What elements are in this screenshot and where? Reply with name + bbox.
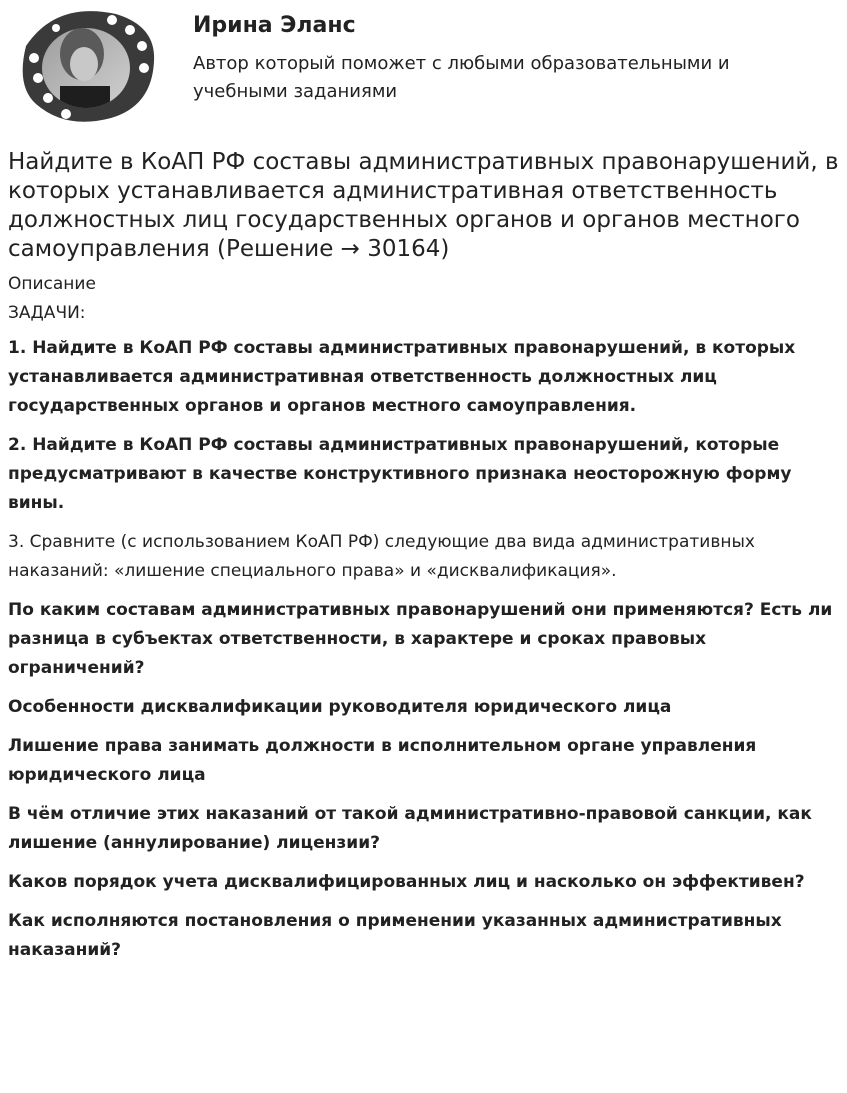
task-paragraph-6: Лишение права занимать должности в исполнительном органе управления юридического лица: [8, 736, 757, 785]
task-paragraph-5: Особенности дисквалификации руководителя юридического лица: [8, 697, 672, 717]
task-paragraph-9: Как исполняются постановления о применении указанных административных наказаний?: [8, 911, 782, 960]
author-description: Автор который поможет с любыми образовательными и учебными заданиями: [193, 53, 730, 102]
page-title: Найдите в КоАП РФ составы административных правонарушений, в которых устанавливается административная ответственность должностных лиц государственных органов и органов местного самоуправления (Решение → 30164): [8, 149, 839, 262]
task-paragraph-2: 2. Найдите в КоАП РФ составы административных правонарушений, которые предусматривают в качестве конструктивного признака неосторожную форму вины.: [8, 435, 792, 513]
task-paragraph-3: 3. Сравните (с использованием КоАП РФ) следующие два вида административных наказаний: «лишение специального права» и «дисквалификация».: [8, 532, 755, 581]
task-paragraph-8: Каков порядок учета дисквалифицированных лиц и насколько он эффективен?: [8, 872, 805, 892]
author-name[interactable]: Ирина Эланс: [193, 13, 356, 38]
task-paragraph-1: 1. Найдите в КоАП РФ составы административных правонарушений, в которых устанавливается административная ответственность должностных лиц государственных органов и органов местного самоуправления.: [8, 338, 796, 416]
description-label: Описание: [8, 274, 96, 294]
task-paragraph-7: В чём отличие этих наказаний от такой административно-правовой санкции, как лишение (аннулирование) лицензии?: [8, 804, 812, 853]
tasks-label: ЗАДАЧИ:: [8, 303, 86, 323]
author-block: [8, 0, 839, 132]
task-paragraph-4: По каким составам административных правонарушений они применяются? Есть ли разница в субъектах ответственности, в характере и сроках правовых ограничений?: [8, 600, 833, 678]
author-avatar[interactable]: [16, 6, 158, 126]
